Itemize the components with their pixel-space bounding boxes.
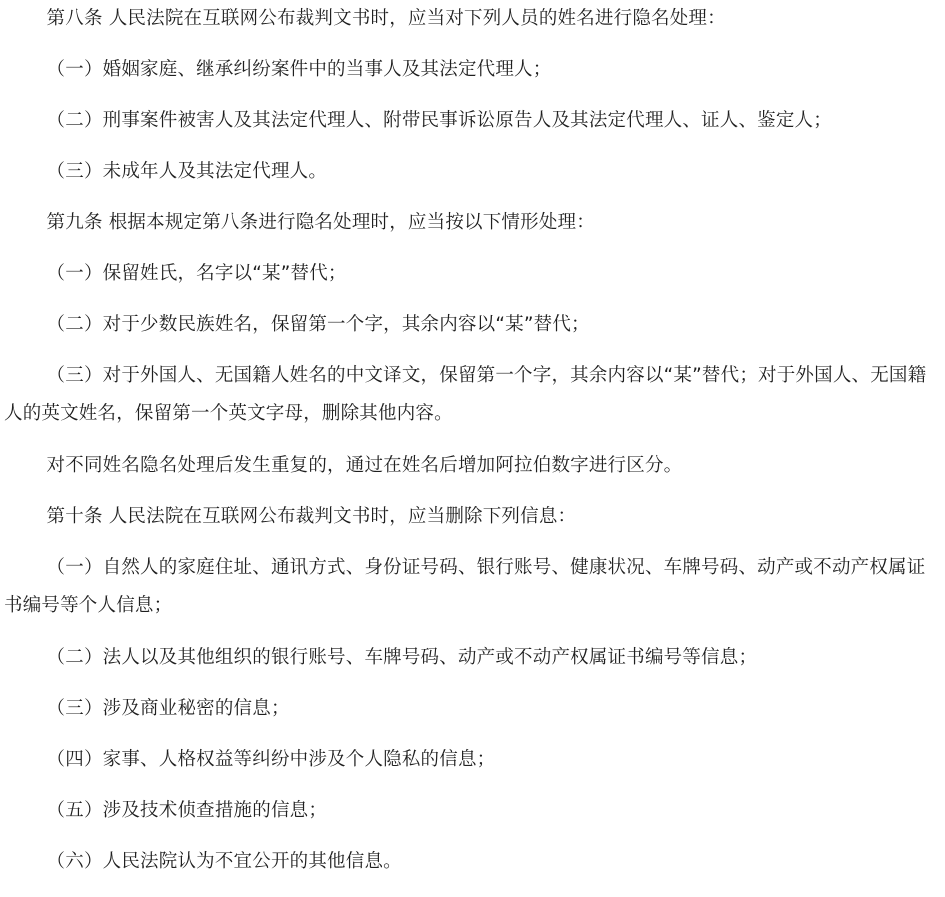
document-body: [4, 0, 929, 894]
article-10-heading: 第十条 人民法院在互联网公布裁判文书时，应当删除下列信息：: [46, 506, 577, 527]
article-8-item-1: （一）婚姻家庭、继承纠纷案件中的当事人及其法定代理人；: [46, 59, 552, 80]
article-9-item-2: （二）对于少数民族姓名，保留第一个字，其余内容以“某”替代；: [46, 314, 590, 335]
article-8-item-3: （三）未成年人及其法定代理人。: [46, 161, 328, 182]
article-8-heading: 第八条 人民法院在互联网公布裁判文书时，应当对下列人员的姓名进行隐名处理：: [46, 8, 726, 29]
article-10-item-3: （三）涉及商业秘密的信息；: [46, 698, 290, 719]
article-10-item-1: （一）自然人的家庭住址、通讯方式、身份证号码、银行账号、健康状况、车牌号码、动产或不动产权属证书编号等个人信息；: [4, 557, 926, 616]
article-10-item-5: （五）涉及技术侦查措施的信息；: [46, 800, 328, 821]
article-10-item-2: （二）法人以及其他组织的银行账号、车牌号码、动产或不动产权属证书编号等信息；: [46, 647, 758, 668]
article-9-item-3: （三）对于外国人、无国籍人姓名的中文译文，保留第一个字，其余内容以“某”替代；对于外国人、无国籍人的英文姓名，保留第一个英文字母，删除其他内容。: [4, 365, 927, 424]
article-9-item-1: （一）保留姓氏，名字以“某”替代；: [46, 263, 347, 284]
article-10-item-4: （四）家事、人格权益等纠纷中涉及个人隐私的信息；: [46, 749, 496, 770]
article-10-item-6: （六）人民法院认为不宜公开的其他信息。: [46, 851, 402, 872]
article-8-item-2: （二）刑事案件被害人及其法定代理人、附带民事诉讼原告人及其法定代理人、证人、鉴定人；: [46, 110, 832, 131]
article-9-note: 对不同姓名隐名处理后发生重复的，通过在姓名后增加阿拉伯数字进行区分。: [46, 455, 683, 476]
article-9-heading: 第九条 根据本规定第八条进行隐名处理时，应当按以下情形处理：: [46, 212, 595, 233]
